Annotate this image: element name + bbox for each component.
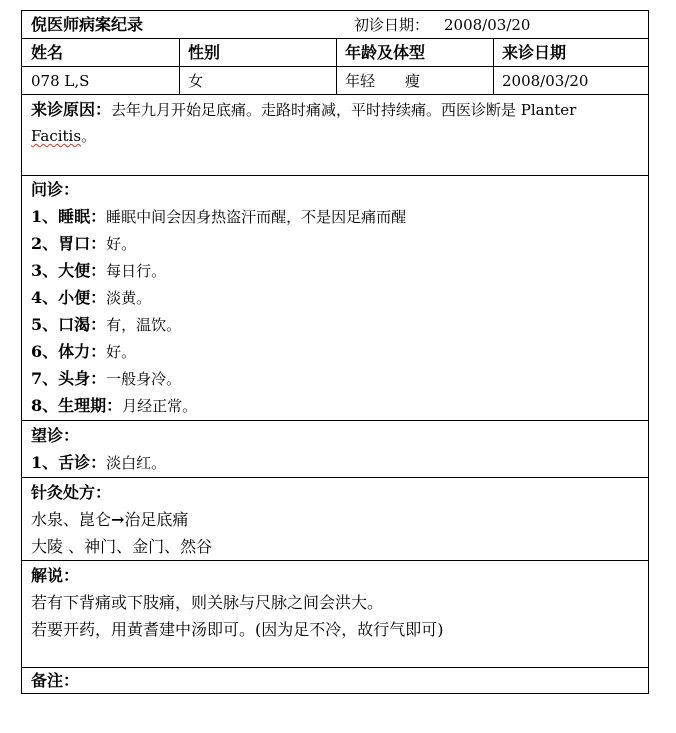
inquiry-label: 问诊： <box>31 180 80 199</box>
observation-section <box>22 421 648 478</box>
age-build-header-cell <box>336 39 493 66</box>
name-value-cell <box>22 67 179 94</box>
inquiry-item-value: 淡黄。 <box>106 289 152 307</box>
visit-date-header-cell <box>493 39 650 66</box>
acupuncture-line-1 <box>31 511 188 529</box>
reason-section <box>22 95 648 176</box>
medical-record-form <box>21 10 649 694</box>
patient-age-build: 年轻 瘦 <box>345 72 421 90</box>
inquiry-section <box>22 176 648 421</box>
inquiry-item-label: 6、体力： <box>31 342 107 361</box>
inquiry-item-value: 月经正常。 <box>122 397 198 415</box>
inquiry-item-label: 1、睡眠： <box>31 207 107 226</box>
inquiry-item-value: 一般身冷。 <box>106 370 182 388</box>
explanation-section <box>22 561 648 668</box>
reason-label: 来诊原因： <box>31 100 112 119</box>
visit-date-value-cell <box>493 67 650 94</box>
patient-id: 078 L,S <box>31 72 90 90</box>
inquiry-item-label: 5、口渴： <box>31 315 107 334</box>
inquiry-item-label: 2、胃口： <box>31 234 107 253</box>
remarks-label: 备注： <box>31 671 80 690</box>
name-header-cell <box>22 39 179 66</box>
acupuncture-label: 针灸处方： <box>31 483 112 502</box>
reason-line-2 <box>31 127 96 145</box>
reason-line-1 <box>31 101 576 119</box>
inquiry-item <box>31 316 181 334</box>
header-row <box>22 11 648 39</box>
reason-text: 去年九月开始足底痛。走路时痛减，平时持续痛。西医诊断是 Planter <box>111 101 577 119</box>
info-values-row <box>22 67 648 95</box>
arrow-right-icon: → <box>111 510 125 529</box>
gender-value-cell <box>179 67 336 94</box>
inquiry-item <box>31 262 166 280</box>
age-build-value-cell <box>336 67 493 94</box>
first-visit-label: 初诊日期： <box>354 16 430 34</box>
first-visit-date: 2008/03/20 <box>444 16 531 34</box>
record-title: 倪医师病案纪录 <box>31 15 144 34</box>
explanation-line-1: 若有下背痛或下肢痛，则关脉与尺脉之间会洪大。 <box>31 593 384 612</box>
inquiry-item-label: 7、头身： <box>31 369 107 388</box>
observation-item-value: 淡白红。 <box>106 454 167 472</box>
inquiry-item <box>31 397 197 415</box>
age-build-header: 年龄及体型 <box>345 43 426 62</box>
inquiry-item <box>31 289 151 307</box>
gender-header: 性别 <box>188 43 221 62</box>
inquiry-item-value: 好。 <box>106 235 137 253</box>
inquiry-item <box>31 235 136 253</box>
inquiry-item-label: 3、大便： <box>31 261 107 280</box>
inquiry-item-value: 每日行。 <box>106 262 167 280</box>
name-header: 姓名 <box>31 43 64 62</box>
observation-item <box>31 454 166 472</box>
diagnosis-word: Facitis <box>31 127 82 145</box>
gender-header-cell <box>179 39 336 66</box>
inquiry-item <box>31 370 181 388</box>
explanation-line-2: 若要开药，用黄耆建中汤即可。(因为足不冷，故行气即可) <box>31 620 444 639</box>
inquiry-item <box>31 343 136 361</box>
inquiry-item-value: 有，温饮。 <box>106 316 182 334</box>
visit-date: 2008/03/20 <box>502 72 589 90</box>
info-header-row <box>22 39 648 67</box>
acupuncture-effect: 治足底痛 <box>124 510 189 529</box>
visit-date-header: 来诊日期 <box>502 43 567 62</box>
acupuncture-points-1: 水泉、崑仑 <box>31 510 112 529</box>
inquiry-item <box>31 208 406 226</box>
reason-tail: 。 <box>81 127 97 145</box>
observation-label: 望诊： <box>31 426 80 445</box>
patient-gender: 女 <box>188 72 204 90</box>
remarks-section <box>22 668 648 694</box>
explanation-label: 解说： <box>31 566 80 585</box>
inquiry-item-value: 睡眠中间会因身热盗汗而醒，不是因足痛而醒 <box>106 208 407 226</box>
acupuncture-line-2: 大陵 、神门、金门、然谷 <box>31 537 213 556</box>
observation-item-label: 1、舌诊： <box>31 453 107 472</box>
inquiry-item-label: 8、生理期： <box>31 396 123 415</box>
acupuncture-section <box>22 478 648 561</box>
inquiry-item-value: 好。 <box>106 343 137 361</box>
inquiry-item-label: 4、小便： <box>31 288 107 307</box>
